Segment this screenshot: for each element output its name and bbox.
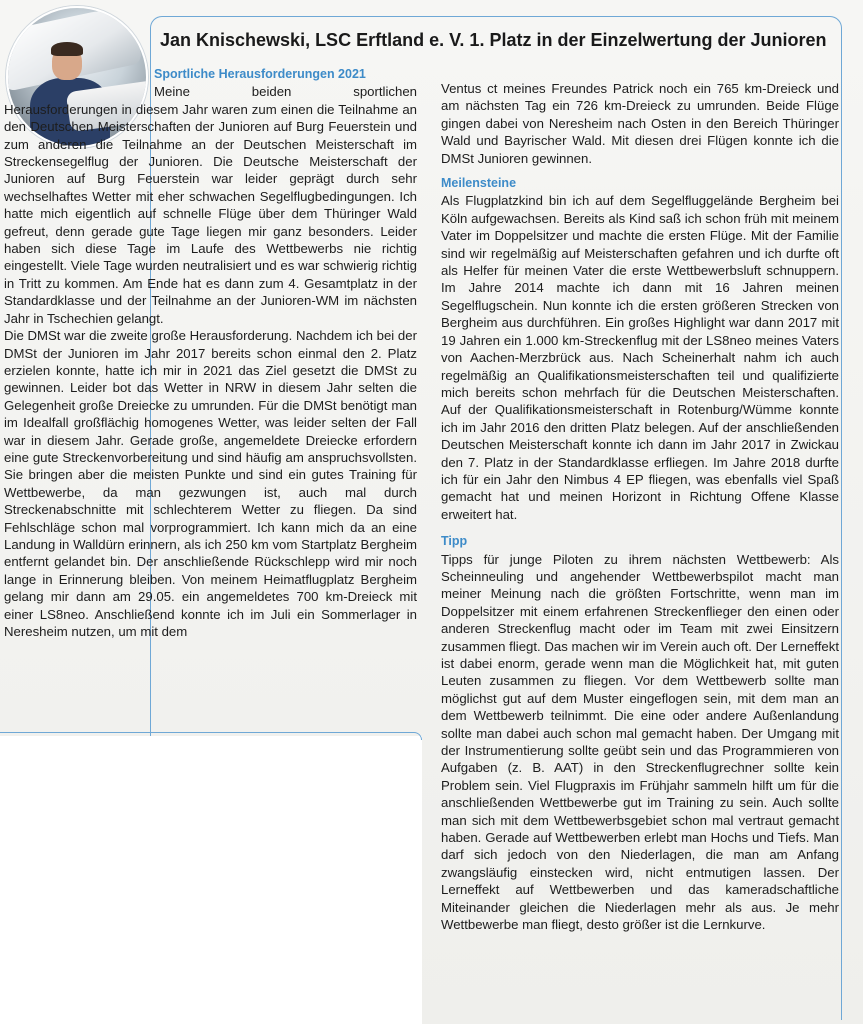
challenges-paragraph-1 (4, 83, 417, 327)
right-column (441, 80, 839, 934)
challenges-paragraph-2: Die DMSt war die zweite große Herausforderung. Nachdem ich bei der DMSt der Junioren im Jahr 2017 bereits schon einmal den 2. Platz erzielen konnte, hatte ich mir in 2021 das Ziel gesetzt die DMSt zu gewinnen. Leider bot das Wetter in NRW in diesem Jahr selten die Gelegenheit große Dreiecke zu umrunden. Für die DMSt benötigt man im Idealfall großflächig homogenes Wetter, was leider selten der Fall war in diesem Jahr. Gerade große, angemeldete Dreiecke erfordern eine gute Streckenvorbereitung und sind häufig am anspruchsvollsten. Sie bringen aber die meisten Punkte und sind ein gutes Training für Wettbewerbe, da man gezwungen ist, auch mal durch Streckenabschnitte mit schlechterem Wetter zu fliegen. Da sind Fehlschläge schon mal vorprogrammiert. Ich kann mich da an eine Landung in Walldürn erinnern, als ich 250 km vom Startplatz Bergheim entfernt gelandet bin. Der anschließende Rückschlepp wird mir noch lange in Erinnerung bleiben. Von meinem Heimatflugplatz Bergheim gelang mir dann am 29.05. ein angemeldetes 700 km-Dreieck mit einer LS8neo. Anschließend konnte ich im Juli ein Sommerlager in Neresheim nutzen, um mit dem (4, 328, 417, 639)
milestones-paragraph: Als Flugplatzkind bin ich auf dem Segelfluggelände Bergheim bei Köln aufgewachsen. Bereits als Kind saß ich schon früh mit meinem Vater im Doppelsitzer und machte die ersten Flüge. Mit der Familie sind wir regelmäßig auf Meisterschaften gefahren und ich durfte oft als Helfer für meinen Vater die erste Wettbewerbsluft schnuppern. Im Jahre 2014 machte ich dann mit 16 Jahren meinen Segelflugschein. Nun konnte ich die ersten größeren Strecken von Bergheim aus durchführen. Ein großes Highlight war dann 2017 mit 19 Jahren ein 1.000 km-Streckenflug mit der LS8neo meines Vaters von Aachen-Merzbrück aus. Nach Scheinerhalt nahm ich auch regelmäßig an Qualifikationsmeisterschaften teil und qualifizierte mich bereits schon mehrfach für die Deutschen Meisterschaften. Auf der Qualifikationsmeisterschaft in Rotenburg/Wümme konnte ich im Jahr 2016 den dritten Platz belegen. Auf der anschließenden Deutschen Meisterschaft konnte ich dann im Jahr 2017 in Zwickau den 7. Platz in der Standardklasse erfliegen. Im Jahre 2018 durfte ich für ein Jahr den Nimbus 4 EP fliegen, was ebenfalls viel Spaß gemacht hat und meinen Horizont in Richtung Offene Klasse erweitert hat. (441, 193, 839, 522)
article-frame-lower-edge (0, 732, 422, 740)
tip-heading: Tipp (441, 534, 468, 549)
article-title: Jan Knischewski, LSC Erftland e. V. 1. Platz in der Einzelwertung der Junioren (160, 30, 827, 50)
challenges-intro (4, 66, 417, 83)
milestones-heading: Meilensteine (441, 176, 517, 191)
left-column (4, 66, 417, 640)
blank-area (0, 736, 422, 1024)
tip-paragraph: Tipps für junge Piloten zu ihrem nächsten Wettbewerb: Als Scheinneuling und angehender Wettbewerbspilot macht man meiner Meinung nach die größten Fortschritte, wenn man im Doppelsitzer mit einem erfahrenen Streckenflieger den einen oder anderen Streckenflug macht oder im Team mit zwei Einsitzern zusammen fliegt. Das machen wir im Verein auch oft. Der Lerneffekt ist dabei enorm, gerade wenn man die Möglichkeit hat, mit guten Leuten zusammen zu fliegen. Vor dem Wettbewerb sollte man möglichst gut auf dem Muster eingeflogen sein, mit dem man an dem Wettbewerb teilnimmt. Die eine oder andere Außenlandung sollte man dabei auch schon mal gemacht haben. Der Umgang mit der Instrumentierung sollte geübt sein und das Programmieren von Aufgaben (z. B. AAT) in den Streckenflugrechner sollte kein Problem sein. Viel Flugpraxis im Frühjahr sammeln hilft um für die anschließenden Wettbewerbe gut im Training zu sein. Auch sollte man sich mit dem Wettbewerbsgebiet schon mal vertraut gemacht haben. Gerade auf Wettbewerben erlebt man Hochs und Tiefs. Man darf sich jedoch von den Niederlagen, die man am Anfang zwangsläufig einstecken wird, nicht entmutigen lassen. Der Lerneffekt auf Wettbewerben und das kameradschaftliche Miteinander gleichen die Niederlagen mehr als aus. Je mehr Wettbewerbe man fliegt, desto größer ist die Lernkurve. (441, 551, 839, 933)
challenges-paragraph-1-text: Meine beiden sportlichen Herausforderungen in diesem Jahr waren zum einen die Teilnahme an den Deutschen Meisterschaften der Junioren auf Burg Feuerstein und zum anderen die Teilnahme an der Deutschen Meisterschaft im Streckensegelflug der Junioren. Die Deutsche Meisterschaft der Junioren auf Burg Feuerstein war leider geprägt durch sehr wechselhaftes Wetter mit eher schwachen Segelflugbedingungen. Ich hatte mich eigentlich auf schnelle Flüge über dem Thüringer Wald gefreut, denn gerade gute Tage liegen mir ganz besonders. Leider haben sich diese Tage im Laufe des Wettbewerbs nie richtig eingestellt. Viele Tage wurden neutralisiert und es war schwierig richtig in Tritt zu kommen. Am Ende hat es dann zum 4. Gesamtplatz in der Standardklasse und der Teilnahme an der Junioren-WM im nächsten Jahr in Tschechien gelangt. (4, 84, 417, 326)
challenges-heading: Sportliche Herausforderungen 2021 (154, 67, 366, 81)
pilot-hair (51, 42, 83, 56)
challenges-paragraph-3: Ventus ct meines Freundes Patrick noch ein 765 km-Dreieck und am nächsten Tag ein 726 km-Dreieck zu umrunden. Beide Flüge gingen dabei von Neresheim nach Osten in den Bereich Thüringer Wald und Bayrischer Wald. Mit diesen drei Flügen konnte ich die DMSt Junioren gewinnen. (441, 81, 839, 166)
